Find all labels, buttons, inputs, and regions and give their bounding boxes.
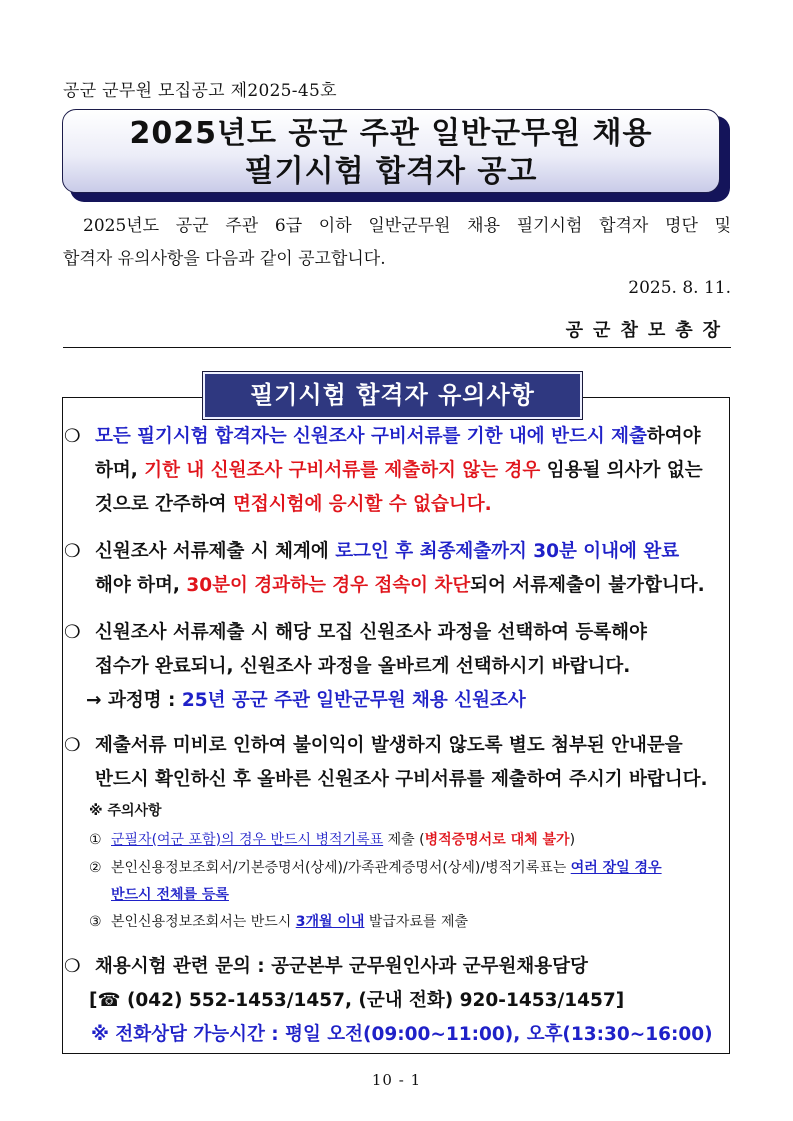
notice-number: 공군 군무원 모집공고 제2025-45호 [63, 81, 337, 101]
title-line-2: 필기시험 합격자 공고 [244, 154, 538, 189]
bullet-icon: ❍ [64, 956, 81, 977]
issuer: 공군참모총장 [565, 320, 730, 341]
intro-line-2: 합격자 유의사항을 다음과 같이 공고합니다. [63, 249, 386, 269]
panel-title: 필기시험 합격자 유의사항 [203, 372, 582, 419]
phone-numbers: [☎ (042) 552-1453/1457, (군내 전화) 920-1453/1457] [89, 990, 625, 1011]
bullet-icon: ❍ [64, 541, 81, 562]
list-item: ❍ 신원조사 서류제출 시 해당 모집 신원조사 과정을 선택하여 등록해야 접수가 완료되니, 신원조사 과정을 올바르게 선택하시기 바랍니다. → 과정명 : 25년 공군 주관 일반군무원 채용 신원조사 [64, 616, 726, 718]
caution-item-3: ③ 본인신용정보조회서는 반드시 3개월 이내 발급자료를 제출 [89, 914, 469, 930]
divider [63, 347, 731, 348]
course-name: 25년 공군 주관 일반군무원 채용 신원조사 [181, 690, 526, 711]
caution-item-2-cont: 반드시 전체를 등록 [111, 887, 229, 903]
list-item: ❍ 모든 필기시험 합격자는 신원조사 구비서류를 기한 내에 반드시 제출하여야 하며, 기한 내 신원조사 구비서류를 제출하지 않는 경우 임용될 의사가 없는 것으로 간주하여 면접시험에 응시할 수 없습니다. [64, 420, 726, 522]
consult-hours: ※ 전화상담 가능시간 : 평일 오전(09:00~11:00), 오후(13:30~16:00) [91, 1024, 713, 1045]
list-item: ❍ 신원조사 서류제출 시 체계에 로그인 후 최종제출까지 30분 이내에 완료 해야 하며, 30분이 경과하는 경우 접속이 차단되어 서류제출이 불가합니다. [64, 535, 726, 603]
caution-item-2: ② 본인신용정보조회서/기본증명서(상세)/가족관계증명서(상세)/병적기록표는 여러 장일 경우 [89, 860, 662, 876]
page-number: 10 - 1 [371, 1071, 422, 1089]
bullet-icon: ❍ [64, 622, 81, 643]
caution-item-1: ① 군필자(여군 포함)의 경우 반드시 병적기록표 제출 (병적증명서로 대체 불가) [89, 832, 576, 848]
title-box [62, 109, 720, 193]
contact-info: 채용시험 관련 문의 : 공군본부 군무원인사과 군무원채용담당 [95, 956, 588, 977]
bullet-icon: ❍ [64, 735, 81, 756]
bullet-icon: ❍ [64, 426, 81, 447]
announcement-date: 2025. 8. 11. [628, 278, 731, 298]
list-item [64, 950, 726, 1052]
caution-heading: ※ 주의사항 [89, 803, 162, 819]
intro-line-1: 2025년도 공군 주관 6급 이하 일반군무원 채용 필기시험 합격자 명단 및 [83, 216, 731, 236]
intro-paragraph [63, 210, 731, 276]
list-item: ❍ 제출서류 미비로 인하여 불이익이 발생하지 않도록 별도 첨부된 안내문을 반드시 확인하신 후 올바른 신원조사 구비서류를 제출하여 주시기 바랍니다. [64, 729, 726, 797]
title-line-1: 2025년도 공군 주관 일반군무원 채용 [129, 116, 653, 151]
